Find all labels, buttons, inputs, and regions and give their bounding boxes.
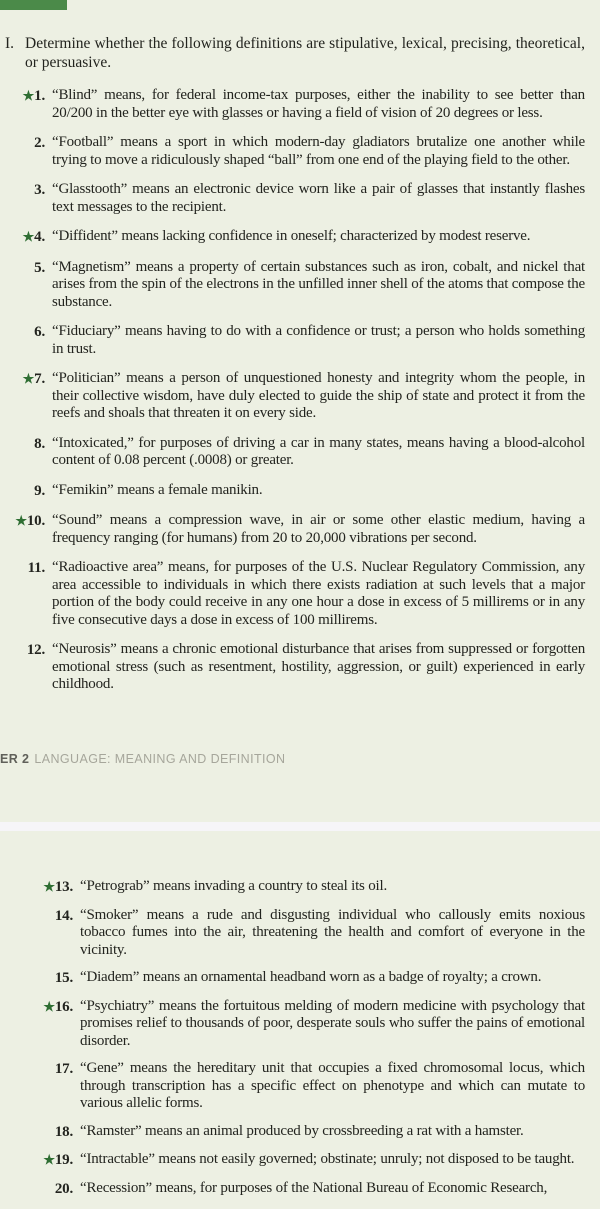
item-number: 18. [54,1123,73,1140]
exercise-item [0,559,585,629]
exercise-item [28,1060,585,1113]
item-number: 1. [34,88,45,104]
section-tab [0,0,67,10]
star-icon: ★ [22,88,35,103]
item-text: “Diadem” means an ornamental headband worn as a badge of royalty; a crown. [80,969,542,985]
item-number: 15. [54,970,73,986]
instruction-text: Determine whether the following definitions are stipulative, lexical, precising, theoretical, or persuasive. [25,35,585,71]
item-marker [28,1180,73,1199]
item-marker [0,181,45,216]
item-marker [28,907,73,960]
item-text: “Sound” means a compression wave, in air or some other elastic medium, having a frequency ranging (for humans) from 20 to 20,000 vibrations per second. [52,512,585,546]
item-number: 12. [26,642,45,658]
exercise-item [28,1180,585,1199]
item-text: “Gene” means the hereditary unit that occupies a fixed chromosomal locus, which through transcription has a specific effect on phenotype and which can mutate to various allelic forms. [80,1060,585,1111]
item-number: 14. [54,907,73,924]
item-text: “Intoxicated,” for purposes of driving a car in many states, means having a blood-alcohol content of 0.08 percent (.0008) or greater. [52,434,585,468]
textbook-page-bottom [0,831,600,1209]
item-marker [0,323,45,358]
exercise-item [28,878,585,897]
item-text: “Femikin” means a female manikin. [52,481,263,498]
star-icon: ★ [15,513,27,528]
item-marker [0,370,45,423]
item-number: 5. [34,259,45,276]
item-number: 4. [34,229,45,245]
item-text: “Radioactive area” means, for purposes of the U.S. Nuclear Regulatory Commission, any area accessible to individuals in which there exists radiation at such levels that a major portion of the body could receive in any one hour a dose in excess of 5 millirems or in any five consecutive days a dose in excess of 100 millirems. [52,559,585,628]
item-number: 11. [27,560,45,576]
item-text: “Fiduciary” means having to do with a confidence or trust; a person who holds something in trust. [52,323,585,357]
item-text: “Glasstooth” means an electronic device worn like a pair of glasses that instantly flashes text messages to the recipient. [52,181,585,215]
footer-chapter-title: LANGUAGE: MEANING AND DEFINITION [34,752,286,766]
footer-chapter-number: ER 2 [0,752,30,766]
exercise-instruction [5,34,585,72]
item-marker [28,969,73,988]
exercise-item [0,482,585,501]
exercise-list-items-13-20 [0,831,600,1198]
exercise-item [0,87,585,122]
item-text: “Magnetism” means a property of certain substances such as iron, cobalt, and nickel that arises from the spin of the electrons in the unfilled inner shell of the atoms that compose the substance. [52,258,585,310]
exercise-item [0,641,585,694]
item-number: 17. [54,1061,73,1077]
item-number: 20. [54,1180,73,1197]
item-number: 13. [54,879,73,895]
item-marker [28,1151,73,1170]
exercise-item [0,134,585,169]
item-marker [28,998,73,1051]
exercise-item [28,1123,585,1142]
item-text: “Ramster” means an animal produced by crossbreeding a rat with a hamster. [80,1122,524,1139]
item-marker [0,559,45,629]
item-number: 16. [54,998,73,1015]
item-marker [0,259,45,312]
item-text: “Intractable” means not easily governed; obstinate; unruly; not disposed to be taught. [80,1151,575,1167]
item-marker [28,1060,73,1113]
page-break-gap [0,822,600,831]
item-number: 19. [54,1152,73,1168]
exercise-item [0,181,585,216]
item-marker [0,435,45,470]
item-number: 2. [34,135,45,151]
star-icon: ★ [22,229,35,244]
exercise-item [0,259,585,312]
item-number: 7. [34,371,45,387]
exercise-item [0,228,585,247]
exercise-item [0,370,585,423]
item-text: “Psychiatry” means the fortuitous melding of modern medicine with psychology that promises relief to thousands of poor, desperate souls who suffer the pains of emotional disorder. [80,997,585,1049]
item-marker [0,228,45,247]
item-marker [28,1123,73,1142]
item-marker [0,134,45,169]
item-text: “Diffident” means lacking confidence in oneself; characterized by modest reserve. [52,228,531,244]
item-marker [0,512,45,547]
star-icon: ★ [43,998,55,1014]
exercise-item [0,512,585,547]
item-marker [0,482,45,501]
item-number: 6. [34,324,45,340]
item-text: “Politician” means a person of unquestioned honesty and integrity whom the people, in their collective wisdom, have duly elected to guide the ship of state and protect it from the reefs and shoals that threaten it on every side. [52,370,585,421]
item-number: 10. [26,513,45,529]
exercise-item [0,323,585,358]
item-marker [0,87,45,122]
item-marker [0,641,45,694]
exercise-item [28,998,585,1051]
exercise-item [28,969,585,988]
item-number: 3. [34,182,45,198]
exercise-item [28,907,585,960]
instruction-numeral: I. [5,35,15,52]
star-icon: ★ [43,1152,55,1167]
item-text: “Neurosis” means a chronic emotional disturbance that arises from suppressed or forgotten emotional stress (such as resentment, hostility, aggression, or guilt) experienced in early childhood. [52,641,585,692]
exercise-list-items-1-12 [0,87,600,694]
item-text: “Recession” means, for purposes of the National Bureau of Economic Research, [80,1179,548,1196]
item-number: 8. [34,435,45,452]
item-text: “Smoker” means a rude and disgusting individual who callously emits noxious tobacco fumes into the air, threatening the health and comfort of everyone in the vicinity. [80,906,585,958]
page-footer [0,752,285,766]
star-icon: ★ [43,879,55,894]
item-text: “Blind” means, for federal income-tax purposes, either the inability to see better than 20/200 in the better eye with glasses or having a field of vision of 20 degrees or less. [52,87,585,121]
item-number: 9. [34,482,45,499]
item-marker [28,878,73,897]
item-text: “Petrograb” means invading a country to steal its oil. [80,878,388,894]
item-text: “Football” means a sport in which modern-day gladiators brutalize one another while trying to move a ridiculously shaped “ball” from one end of the playing field to the other. [52,134,585,168]
exercise-item [0,435,585,470]
star-icon: ★ [22,371,35,386]
exercise-item [28,1151,585,1170]
